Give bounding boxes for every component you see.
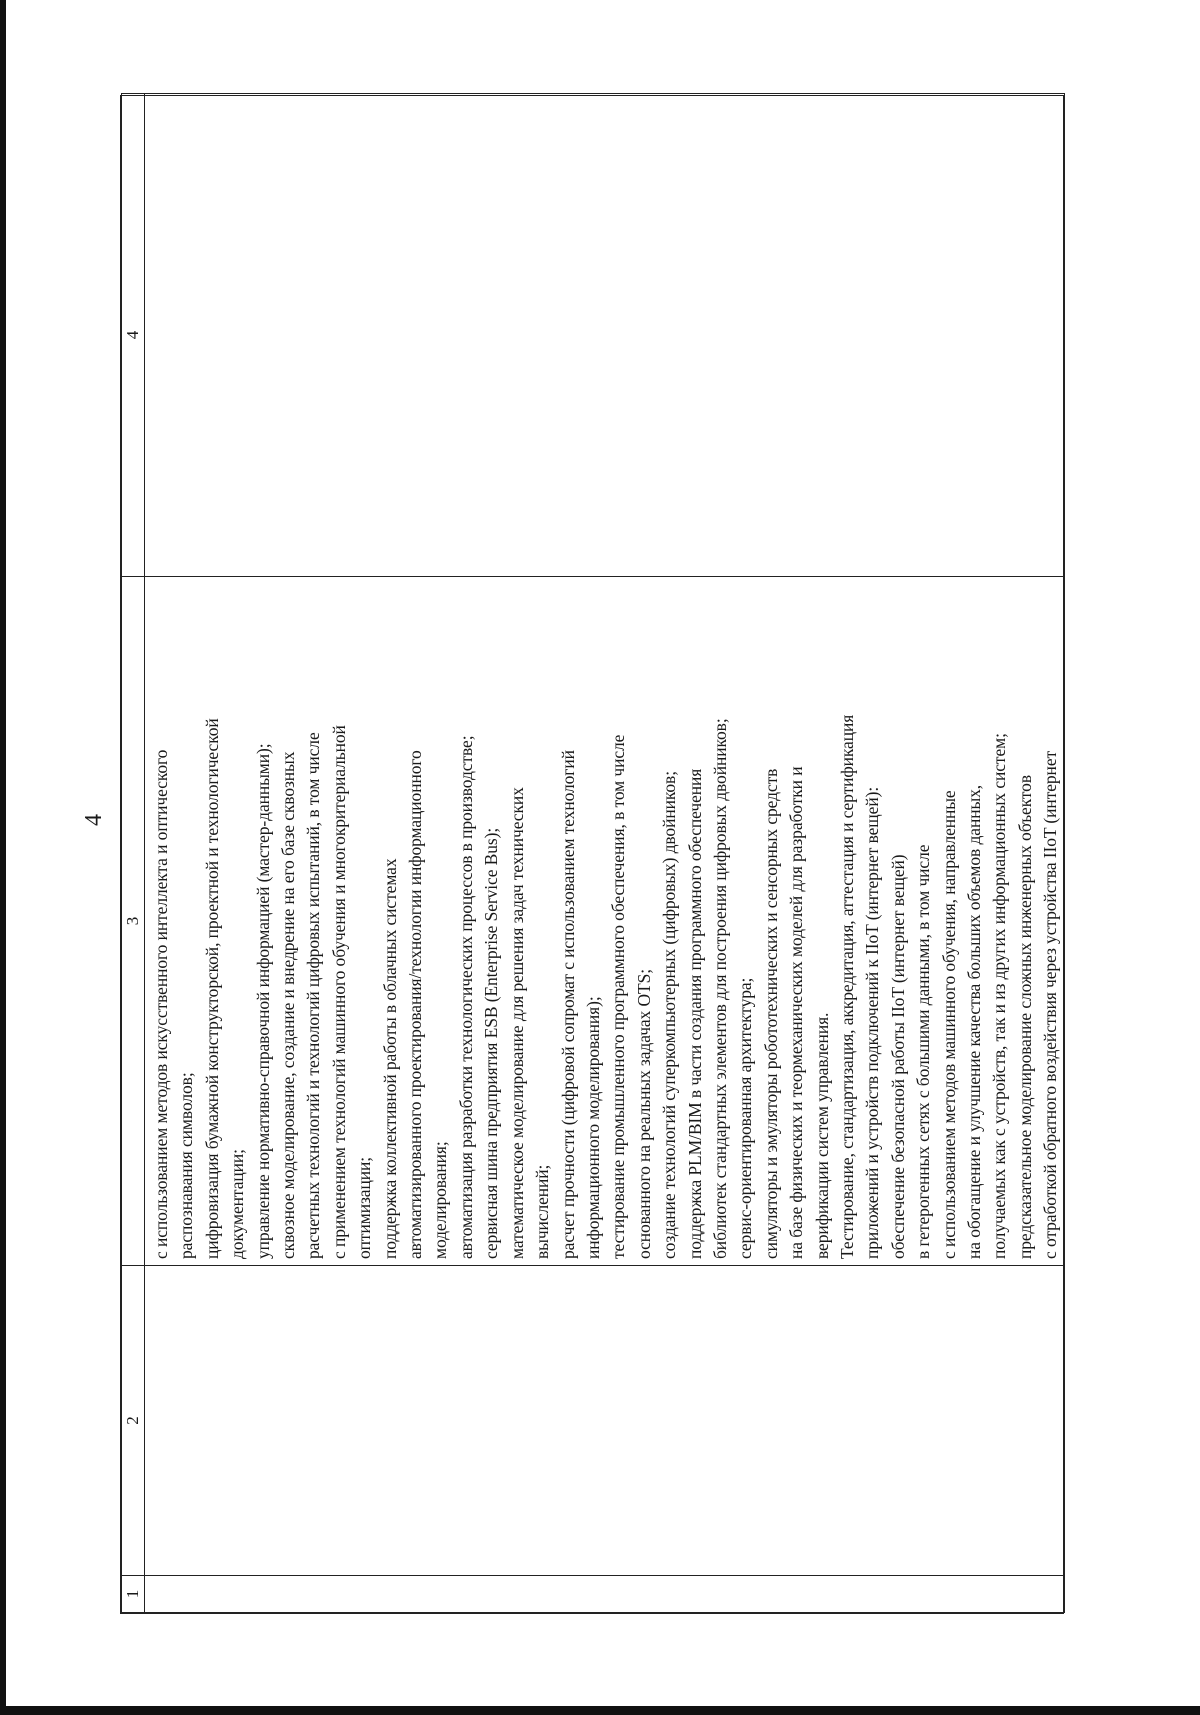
text-line: библиотек стандартных элементов для построения цифровых двойников; xyxy=(709,718,730,1259)
page-number: 4 xyxy=(81,814,107,826)
text-line: на обогащение и улучшение качества больших объемов данных, xyxy=(964,784,984,1259)
table-row xyxy=(145,94,1065,1613)
text-line: симуляторы и эмуляторы робототехнических и сенсорных средств xyxy=(760,768,781,1259)
text-line: сервисная шина предприятия ESB (Enterprise Service Bus); xyxy=(481,827,502,1259)
scan-border-bottom xyxy=(0,1706,1200,1715)
cell-col-3-text xyxy=(145,577,1064,1265)
text-line: приложений и устройств подключений к IIoT (интернет вещей): xyxy=(862,786,883,1259)
cell-col-2 xyxy=(145,1266,1065,1576)
text-line: автоматизированного проектирования/технологии информационного xyxy=(405,750,426,1259)
column-header-2: 2 xyxy=(122,1266,145,1576)
text-line: поддержка PLM/BIM в части создания программного обеспечения xyxy=(684,768,705,1259)
document-table-wrapper xyxy=(120,95,1064,1614)
column-header-4: 4 xyxy=(122,94,145,577)
text-line: тестирование промышленного программного обеспечения, в том числе xyxy=(608,734,629,1259)
text-line: основанного на реальных задачах OTS; xyxy=(633,968,654,1259)
text-line: документации; xyxy=(227,1149,248,1259)
scan-border-left xyxy=(0,0,6,1715)
text-line: с отработкой обратного воздействия через устройства IIoT (интернет xyxy=(1040,750,1061,1259)
text-line: вычислений; xyxy=(532,1164,553,1259)
text-line: информационного моделирования); xyxy=(582,996,603,1259)
text-line: поддержка коллективной работы в облачных системах xyxy=(379,858,400,1259)
column-header-1: 1 xyxy=(122,1576,145,1613)
text-line: с применением технологий машинного обучения и многокритериальной xyxy=(328,725,349,1259)
text-line: распознавания символов; xyxy=(176,1072,197,1259)
text-line: верификации систем управления. xyxy=(811,1012,832,1259)
table-header-row xyxy=(122,94,145,1613)
text-line: Тестирование, стандартизация, аккредитация, аттестация и сертификация xyxy=(836,714,857,1259)
text-line: получаемых как с устройств, так и из других информационных систем; xyxy=(989,733,1010,1259)
text-line: моделирования; xyxy=(430,1141,451,1259)
document-table xyxy=(120,95,1064,1614)
text-line: автоматизация разработки технологических процессов в производстве; xyxy=(455,735,476,1259)
text-line: сервис-ориентированная архитектура; xyxy=(735,977,756,1259)
column-header-3: 3 xyxy=(122,577,145,1266)
text-line: создание технологий суперкомпьютерных (цифровых) двойников; xyxy=(659,771,680,1259)
text-line: сквозное моделирование, создание и внедрение на его базе сквозных xyxy=(278,751,299,1259)
text-line: расчетных технологий и технологий цифровых испытаний, в том числе xyxy=(303,732,324,1259)
cell-col-1 xyxy=(145,1576,1065,1613)
text-line: математическое моделирование для решения задач технических xyxy=(506,787,527,1259)
text-line: на базе физических и теормеханических моделей для разработки и xyxy=(786,766,807,1259)
text-line: предсказательное моделирование сложных инженерных объектов xyxy=(1014,775,1035,1259)
text-line: обеспечение безопасной работы IIoT (интернет вещей) xyxy=(887,854,908,1259)
text-line: цифровизация бумажной конструкторской, проектной и технологической xyxy=(201,718,222,1259)
text-line: в гетерогенных сетях с большими данными, в том числе xyxy=(913,844,934,1259)
text-line: оптимизации; xyxy=(354,1156,375,1259)
text-line: с использованием методов машинного обучения, направленные xyxy=(938,790,959,1259)
cell-col-3 xyxy=(145,577,1065,1266)
text-line: с использованием методов искусственного интеллекта и оптического xyxy=(151,749,171,1259)
cell-col-4 xyxy=(145,94,1065,577)
text-line: управление нормативно-справочной информацией (мастер-данными); xyxy=(252,743,273,1259)
text-line: расчет прочности (цифровой сопромат с использованием технологий xyxy=(557,750,578,1259)
